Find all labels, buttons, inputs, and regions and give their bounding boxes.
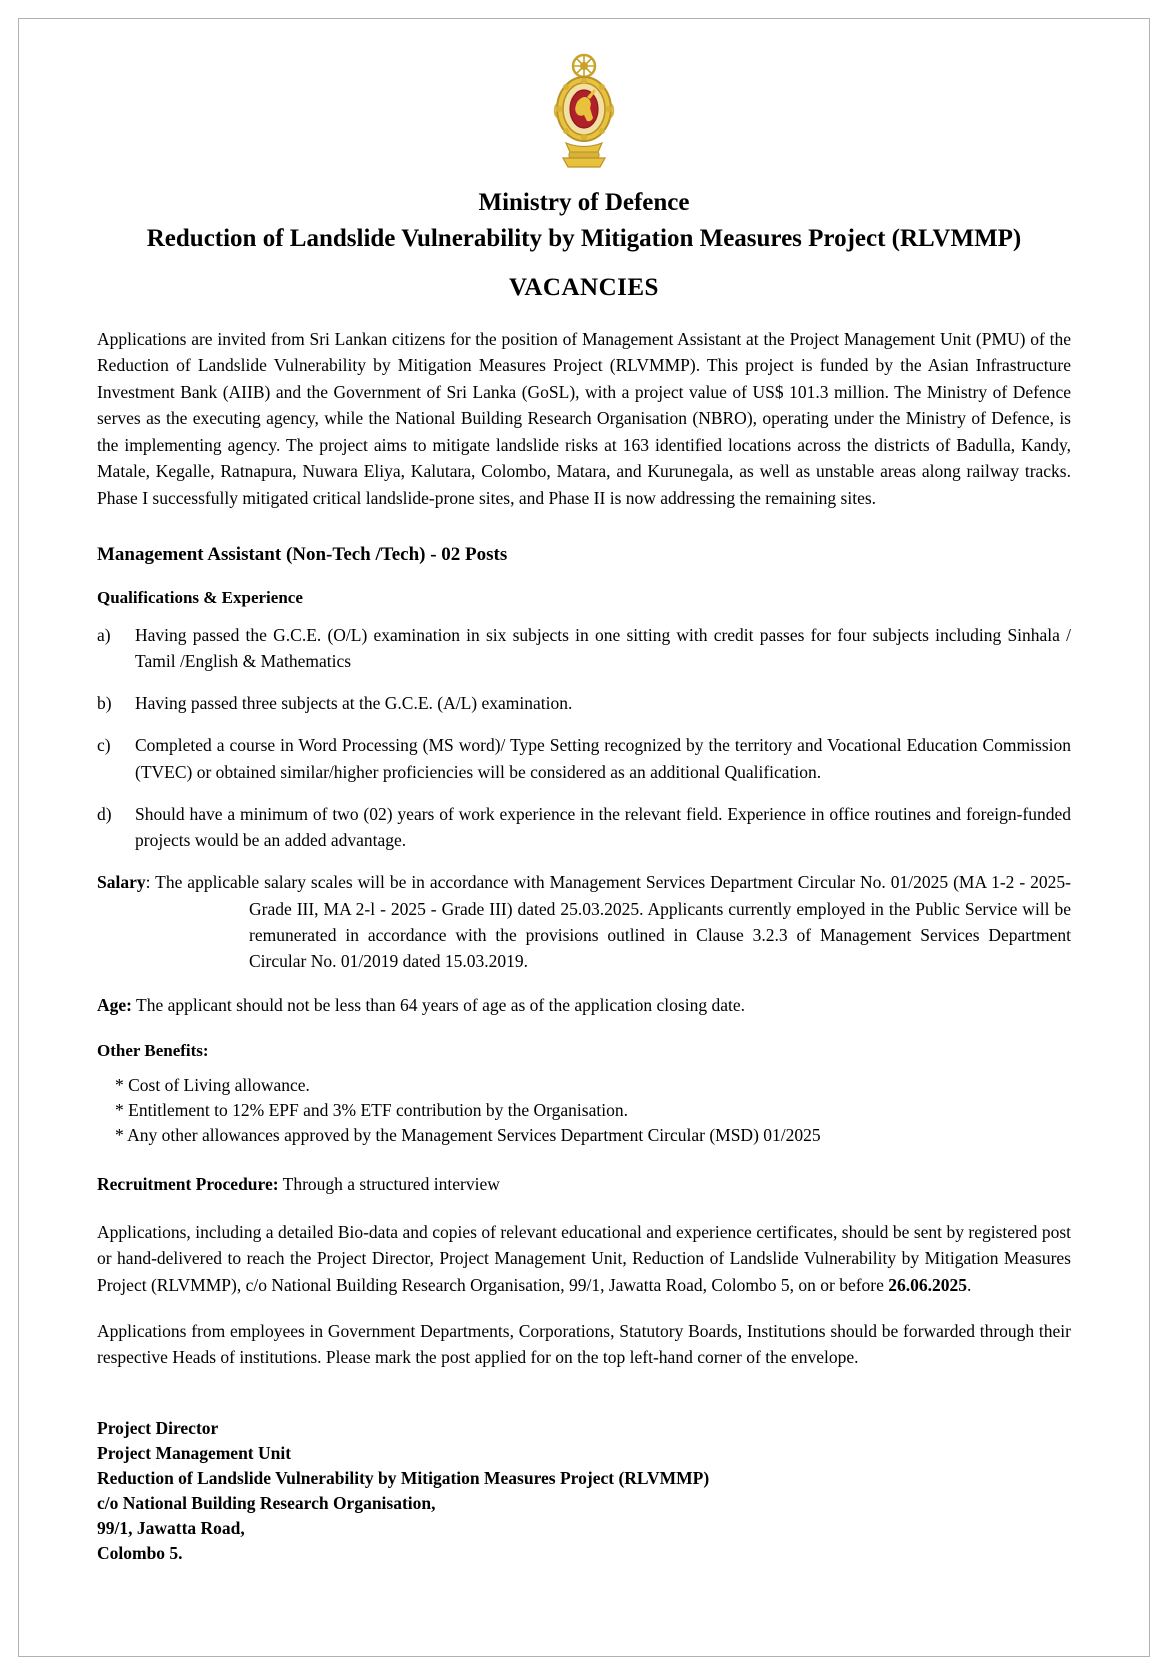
recruitment-procedure (97, 1171, 1071, 1197)
signature-line-6: Colombo 5. (97, 1542, 183, 1563)
qualifications-list (97, 622, 1071, 854)
qualifications-heading: Qualifications & Experience (97, 587, 303, 607)
qualification-text: Having passed three subjects at the G.C.E. (A/L) examination. (135, 693, 573, 714)
qualification-text: Having passed the G.C.E. (O/L) examination in six subjects in one sitting with credit passes for four subjects including Sinhala / Tamil /English & Mathematics (135, 624, 1071, 671)
qualification-item (97, 732, 1071, 785)
signature-line-5: 99/1, Jawatta Road, (97, 1517, 245, 1538)
qualification-marker: a) (97, 624, 111, 645)
qualification-item (97, 622, 1071, 675)
age-paragraph (97, 992, 1071, 1018)
application-instructions (97, 1219, 1071, 1298)
application-text-part1: Applications, including a detailed Bio-data and copies of relevant educational and experience certificates, should be sent by registered post or hand-delivered to reach the Project Director, Project Management Unit, Reduction of Landslide Vulnerability by Mitigation Measures Project (RLVMMP), c/o National Building Research Organisation, 99/1, Jawatta Road, Colombo 5, on or before (97, 1222, 1071, 1295)
application-deadline: 26.06.2025 (888, 1274, 968, 1295)
age-text: The applicant should not be less than 64 years of age as of the application closing date. (131, 995, 745, 1016)
signature-line-3: Reduction of Landslide Vulnerability by Mitigation Measures Project (RLVMMP) (97, 1467, 710, 1488)
qualification-marker: d) (97, 803, 112, 824)
signature-block (97, 1416, 1071, 1565)
signature-line-4: c/o National Building Research Organisation, (97, 1492, 436, 1513)
forwarding-instructions: Applications from employees in Government Departments, Corporations, Statutory Boards, Institutions should be forwarded through their respective Heads of institutions. Please mark the post applied for on the top left-hand corner of the envelope. (97, 1320, 1071, 1368)
benefit-item: * Any other allowances approved by the Management Services Department Circular (MSD) 01/2025 (115, 1125, 821, 1146)
qualification-text: Should have a minimum of two (02) years of work experience in the relevant field. Experience in office routines and foreign-funded projects would be an added advantage. (135, 803, 1071, 851)
salary-label: Salary (97, 872, 146, 893)
qualification-text: Completed a course in Word Processing (MS word)/ Type Setting recognized by the territory and Vocational Education Commission (TVEC) or obtained similar/higher proficiencies will be considered as an additional Qualification. (135, 735, 1071, 782)
salary-paragraph (97, 869, 1071, 974)
qualification-item (97, 690, 1071, 716)
intro-paragraph: Applications are invited from Sri Lankan citizens for the position of Management Assistant at the Project Management Unit (PMU) of the Reduction of Landslide Vulnerability by Mitigation Measures Project (RLVMMP). This project is funded by the Asian Infrastructure Investment Bank (AIIB) and the Government of Sri Lanka (GoSL), with a project value of US$ 101.3 million. The Ministry of Defence serves as the executing agency, while the National Building Research Organisation (NBRO), operating under the Ministry of Defence, is the implementing agency. The project aims to mitigate landslide risks at 163 identified locations across the districts of Badulla, Kandy, Matale, Kegalle, Ratnapura, Nuwara Eliya, Kalutara, Colombo, Matara, and Kurunegala, as well as unstable areas along railway tracks. Phase I successfully mitigated critical landslide-prone sites, and Phase II is now addressing the remaining sites. (97, 328, 1071, 509)
age-label: Age: (97, 995, 132, 1016)
document-sheet (18, 18, 1150, 1657)
other-benefits-list (97, 1073, 1071, 1149)
qualification-item (97, 801, 1071, 854)
other-benefits-heading: Other Benefits: (97, 1040, 209, 1060)
benefit-item: * Entitlement to 12% EPF and 3% ETF contribution by the Organisation. (115, 1100, 628, 1121)
application-text-part2: . (967, 1274, 972, 1295)
signature-line-1: Project Director (97, 1418, 219, 1439)
qualification-marker: c) (97, 735, 111, 756)
benefit-item: * Cost of Living allowance. (115, 1074, 310, 1095)
recruitment-text: Through a structured interview (278, 1173, 500, 1194)
qualification-marker: b) (97, 693, 112, 714)
signature-line-2: Project Management Unit (97, 1443, 292, 1464)
post-title: Management Assistant (Non-Tech /Tech) - 02 Posts (97, 543, 508, 565)
project-title: Reduction of Landslide Vulnerability by Mitigation Measures Project (RLVMMP) (146, 224, 1022, 252)
emblem-container (97, 53, 1071, 176)
ministry-title: Ministry of Defence (478, 189, 690, 216)
salary-text: : The applicable salary scales will be in accordance with Management Services Department Circular No. 01/2025 (MA 1-2 - 2025- Grade III, MA 2-l - 2025 - Grade III) dated 25.03.2025. Applicants currently employed in the Public Service will be remunerated in accordance with the provisions outlined in Clause 3.2.3 of Management Services Department Circular No. 01/2019 dated 15.03.2019. (145, 872, 1071, 972)
recruitment-label: Recruitment Procedure: (97, 1173, 279, 1194)
sri-lanka-national-emblem-icon (553, 53, 615, 171)
vacancies-heading: VACANCIES (509, 273, 659, 301)
